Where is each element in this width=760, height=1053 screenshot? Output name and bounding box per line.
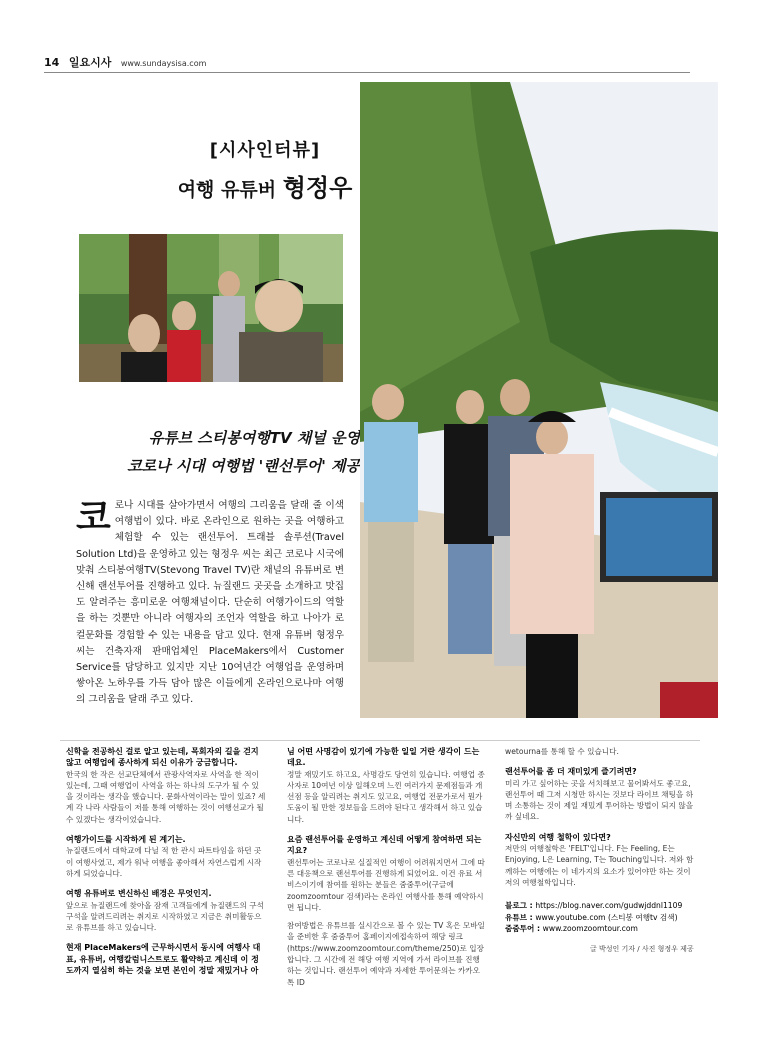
question-text: 여행 유튜버로 변신하신 배경은 무엇인지. bbox=[66, 889, 212, 899]
blog-link[interactable]: 블로그 : https://blog.naver.com/gudwjddnl1109 bbox=[505, 901, 683, 911]
lead-dropcap: 코 bbox=[76, 496, 111, 538]
youtube-link[interactable]: 유튜브 : www.youtube.com (스티봉 여행tv 검색) bbox=[505, 912, 678, 922]
question-text: 여행가이드를 시작하게 된 계기는. bbox=[66, 835, 186, 845]
question-text: 자신만의 여행 철학이 있다면? bbox=[505, 832, 611, 842]
magazine-name: 일요시사 bbox=[68, 56, 112, 69]
subtitle-channel: 유튜브 스티봉여행TV 채널 운영 bbox=[148, 429, 360, 447]
question-text: 신학을 전공하신 걸로 알고 있는데, 목회자의 길을 걷지 않고 여행업에 종사하게 되신 이유가 궁금합니다. bbox=[66, 747, 259, 768]
answer-text: wetourna를 통해 할 수 있습니다. bbox=[505, 747, 619, 756]
page-number: 14 bbox=[44, 56, 60, 69]
group-photo-small-image bbox=[79, 234, 343, 382]
section-divider bbox=[60, 740, 700, 741]
answer-text: 앞으로 뉴질랜드에 찾아올 잠재 고객들에게 뉴질랜드의 구석구석을 알려드리려는 취지로 시작하였고 지금은 취미활동으로 유튜브를 하고 있습니다. bbox=[66, 900, 264, 933]
article-title bbox=[140, 168, 390, 203]
question-text: 현재 PlaceMakers에 근무하시면서 동시에 여행사 대표, 유튜버, 여행칼럼니스트로도 활약하고 계신데 이 정도까지 열심히 하는 것을 보면 본인이 정말 재밌거나 아 bbox=[66, 943, 261, 976]
group-photo-large bbox=[360, 82, 718, 718]
photo-credit: 글 박성인 기자 / 사진 형정우 제공 bbox=[590, 945, 694, 953]
zoomzoomtour-link[interactable]: 줌줌투어 : www.zoomzoomtour.com bbox=[505, 923, 638, 933]
answer-text: 뉴질랜드에서 대학교에 다닐 적 한 관시 파트타임을 하던 곳이 여행사였고, 제가 워낙 여행을 좋아해서 자연스럽게 시작하게 되었습니다. bbox=[66, 846, 262, 878]
question-text: 랜선투어를 좀 더 재미있게 즐기려면? bbox=[505, 767, 637, 777]
question-text: 님 어떤 사명감이 있기에 가능한 일일 거란 생각이 드는데요. bbox=[287, 747, 480, 768]
lead-paragraph bbox=[76, 498, 344, 709]
answer-text: 미리 가고 싶어하는 곳을 서치해보고 물어봐서도 좋고요, 랜선투어 때 그저 시청만 하시는 것보다 라이브 채팅을 하며 소통하는 것이 제일 재밌게 투어하는 방법이 되지 않을까 싶네요. bbox=[505, 778, 694, 822]
answer-text: 참여방법은 유튜브를 실시간으로 볼 수 있는 TV 혹은 모바일을 준비한 후 줌줌투어 홈페이지에접속하여 해당 링크(https://www.zoomzoomtour.com/theme/250)로 입장합니다. 그 시간에 전 해당 여행 지역에 가서 라이브를 진행하는 것입니다. 랜선투어 예약과 자세한 투어문의는 카카오톡 ID bbox=[287, 921, 485, 987]
contact-links bbox=[505, 900, 700, 934]
interview-column-2 bbox=[287, 746, 487, 988]
title-prefix: 여행 유튜버 bbox=[177, 179, 277, 201]
question-text: 요즘 랜선투어를 운영하고 계신데 어떻게 참여하면 되는지요? bbox=[287, 835, 482, 856]
interview-column-3 bbox=[505, 746, 700, 934]
answer-text: 한국의 한 작은 선교단체에서 관광사역자로 사역을 한 적이 있는데, 그때 여행업이 사역을 하는 하나의 도구가 될 수 있을 것이라는 생각을 했습니다. 문화사역이라는 말이 있죠? 세계 각 나라 사람들이 저를 통해 여행하는 것이 여행선교가 될 수 있겠다는 생각이었습니다. bbox=[66, 769, 266, 824]
title-name: 형정우 bbox=[282, 173, 353, 202]
answer-text: 저만의 여행철학은 'FELT'입니다. F는 Feeling, E는 Enjoying, L은 Learning, T는 Touching입니다. 저와 함께하는 여행에는 이 네가지의 요소가 있어야만 하는 것이 저의 여행철학입니다. bbox=[505, 844, 694, 887]
answer-text: 랜선투어는 코로나로 실질적인 여행이 어려워지면서 그에 따른 대응책으로 랜선투어를 진행하게 되었어요. 이건 유료 서비스이기에 참여를 원하는 분들은 줌줌투어(구글에 zoomzoomtour 검색)라는 온라인 여행사를 통해 예약하시면 됩니다. bbox=[287, 857, 485, 912]
group-photo-small bbox=[79, 234, 343, 382]
series-label: [시사인터뷰] bbox=[209, 140, 321, 161]
group-photo-large-image bbox=[360, 82, 718, 718]
magazine-url[interactable]: www.sundaysisa.com bbox=[120, 59, 207, 68]
lead-body: 로나 시대를 살아가면서 여행의 그리움을 달래 줄 이색 여행법이 있다. 바로 온라인으로 원하는 곳을 여행하고 체험할 수 있는 랜선투어. 트래블 솔루션(Travel Solution Ltd)을 운영하고 있는 형정우 씨는 최근 코로나 시국에 맞춰 스티봉여행TV(Stevong Travel TV)란 채널의 유튜버로 변신해 랜선투어를 진행하고 있다. 뉴질랜드 곳곳을 소개하고 맛집도 알려주는 흥미로운 여행채널이다. 단순히 여행가이드의 역할을 하는 것뿐만 아니라 여행자의 조언자 역할을 하고 나아가 로컬문화를 경험할 수 있는 내용을 담고 있다. 현재 유튜버 형정우 씨는 건축자재 판매업체인 PlaceMakers에서 Customer Service를 담당하고 있지만 지난 10여년간 여행업을 운영하며 쌓아온 노하우를 가득 담아 많은 이들에게 온라인으로나마 여행의 그리움을 달래 주고 있다. bbox=[76, 500, 344, 706]
page-header bbox=[44, 54, 690, 73]
subtitle-lanseon-tour: 코로나 시대 여행법 '랜선투어' 제공 bbox=[127, 457, 360, 475]
answer-text: 정말 재밌기도 하고요, 사명감도 당연히 있습니다. 여행업 종사자로 10여년 이상 일해오며 느낀 여러가지 문제점들과 개선점 등을 알리려는 취지도 있고요, 여행업 전문가로서 뭔가 도움이 될 만한 정보들을 드려야 된다고 생각해서 하고 있습니다. bbox=[287, 769, 485, 824]
interview-column-1 bbox=[66, 746, 266, 976]
